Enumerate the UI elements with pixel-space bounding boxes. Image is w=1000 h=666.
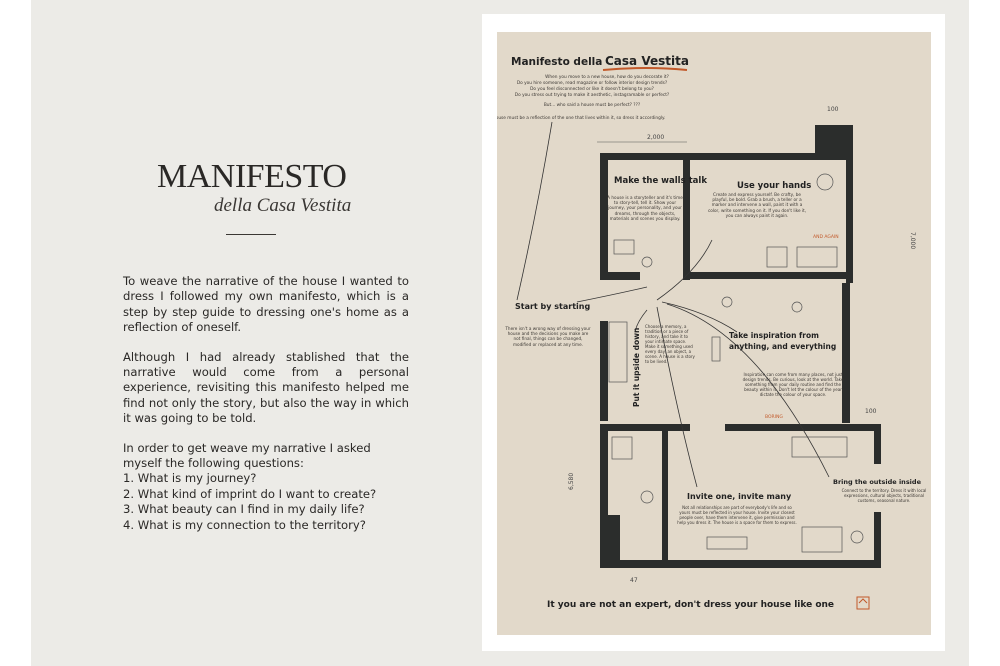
title-divider (226, 234, 276, 235)
wall-right-upper (846, 153, 853, 283)
step-inspiration-text: Inspiration can come from many places, not just design trends. Be curious, look at the world. Take something from your daily routine and find the beauty within it. Don't let the colour of the year dictate the colour of your space. (742, 372, 844, 397)
furniture-armchair (851, 531, 863, 543)
paragraph-1: To weave the narrative of the house I wanted to dress I followed my own manifesto, which is a step by step guide to dressing one's home as a reflection of oneself. (123, 274, 409, 335)
footer-house-roof-icon (859, 599, 867, 603)
intro-line-6: A house must be a reflection of the one that lives within it, so dress it accordingly. (497, 116, 666, 121)
step-upside-title: Put it upside down (632, 327, 641, 407)
step-start-title: Start by starting (515, 302, 591, 311)
wall-chimney (815, 125, 853, 153)
page-title: MANIFESTO (157, 158, 347, 195)
step-hands-text-box (707, 192, 807, 234)
step-invite-text: Not all relationships are part of everybody's life and so yours must be reflected in your house. Invite your closest people over, have them intervene it, give permission and help you dress it. The house is a space for them to express. (677, 505, 797, 525)
body-text (123, 274, 409, 533)
step-outside-text: Connect to the territory. Dress it with local expressions, cultural objects, traditional customs, seasonal nature. (841, 488, 927, 503)
wall-bottom (600, 560, 880, 568)
furniture-table (802, 527, 842, 552)
step-start-text: There isn't a wrong way of dressing your house and the decisions you make are not final, things can be changed, modified or replaced at any time. (505, 326, 591, 347)
wall-left-upper-base (600, 272, 640, 280)
intro-line-2: Do you hire someone, read magazine or follow interior design trends? (516, 81, 668, 86)
floor-plan-svg (497, 32, 931, 635)
wall-bath-right (662, 431, 668, 561)
furniture-bed (797, 247, 837, 267)
step-invite-title: Invite one, invite many (687, 492, 792, 501)
step-inspiration-title: Take inspiration from anything, and everything (729, 331, 837, 351)
step-hands-note: AND AGAIN (813, 235, 839, 240)
step-upside-text: Choose a memory, a tradition or a piece of history, and take it to your intimate space. Make it something used every day, an object, a scene. A house is a story to be lived. (645, 324, 695, 364)
intro-line-5: But... who said a house must be perfect? ??? (543, 103, 641, 108)
wall-right-bottom (874, 512, 881, 568)
furniture-stool (792, 302, 802, 312)
wall-top (600, 153, 853, 160)
intro-line-4: Do you stress out trying to make it aesthetic, instagramable or perfect? (514, 93, 670, 98)
wall-bath-top (600, 424, 690, 431)
intro-line-1: When you move to a new house, how do you decorate it? (545, 75, 669, 80)
intro-line-3: Do you feel disconnected or like it doesn't belong to you? (530, 87, 654, 92)
furniture-nightstand (767, 247, 787, 267)
floor-plan-illustration (497, 32, 931, 635)
step-outside-text-box (841, 488, 927, 516)
wall-inner-horizontal (690, 272, 846, 279)
furniture-plant (817, 174, 833, 190)
dim-left-height: 6,580 (568, 472, 575, 490)
step-walls-title: Make the walls talk (614, 176, 707, 186)
furniture-lamp (722, 297, 732, 307)
plan-footer: It you are not an expert, don't dress your house like one (547, 600, 835, 610)
step-invite-text-box (677, 505, 797, 539)
dim-right-height: 7,000 (909, 232, 916, 250)
step-outside-title: Bring the outside inside (833, 478, 921, 486)
plan-header-prefix: Manifesto della (511, 56, 603, 68)
dim-bottom: 47 (630, 577, 638, 584)
paragraph-2: Although I had already stablished that the narrative would come from a personal experience, revisiting this manifesto helped me find not only the story, but also the way in which it was going to be told. (123, 349, 409, 426)
step-hands-title: Use your hands (737, 181, 812, 191)
furniture-sofa (792, 437, 847, 457)
question-2: 2. What kind of imprint do I want to create? (123, 486, 377, 501)
furniture-chair (642, 257, 652, 267)
questions-intro: In order to get weave my narrative I asked myself the following questions: (123, 440, 371, 471)
step-inspiration-text-box (741, 372, 845, 414)
question-1: 1. What is my journey? (123, 471, 257, 486)
furniture-shelf (712, 337, 720, 361)
arrow-start-to-walls (577, 287, 647, 302)
step-walls-text-box (607, 195, 683, 245)
page-subtitle: della Casa Vestita (214, 195, 352, 216)
header-underline (603, 68, 687, 70)
question-3: 3. What beauty can I find in my daily life? (123, 502, 365, 517)
step-inspiration-note: BORING (765, 415, 783, 420)
step-upside-text-box (645, 324, 695, 404)
dim-top-right: 100 (827, 106, 839, 113)
dim-right-mid: 100 (865, 408, 877, 415)
arrow-intro-to-start (517, 122, 552, 300)
step-start-text-box (505, 326, 591, 356)
furniture-toilet (641, 491, 653, 503)
plan-header-highlight: Casa Vestita (605, 54, 689, 68)
wall-bath-block (600, 515, 620, 565)
wall-right-lower (874, 424, 881, 464)
furniture-kitchen (609, 322, 627, 382)
step-hands-text: Create and express yourself. Be crafty, be playful, be bold. Grab a brush, a teller or a marker and intervene a wall, paint it with a color, write something on it. If you don't like it, you can always paint it again. (707, 192, 807, 218)
plan-intro (497, 74, 669, 121)
step-inspiration-title-box (729, 330, 847, 370)
wall-living-top (725, 424, 880, 431)
question-4: 4. What is my connection to the territory? (123, 517, 366, 532)
step-walls-text: A house is a storyteller and it's time to story-tell, tell it. Show your journey, your personality, and your dreams, through the objects, materials and scenes you display. (607, 195, 683, 221)
dim-top-width: 2,000 (647, 134, 665, 141)
text-column (0, 0, 450, 666)
furniture-bathtub (612, 437, 632, 459)
wall-left-mid (600, 321, 608, 421)
